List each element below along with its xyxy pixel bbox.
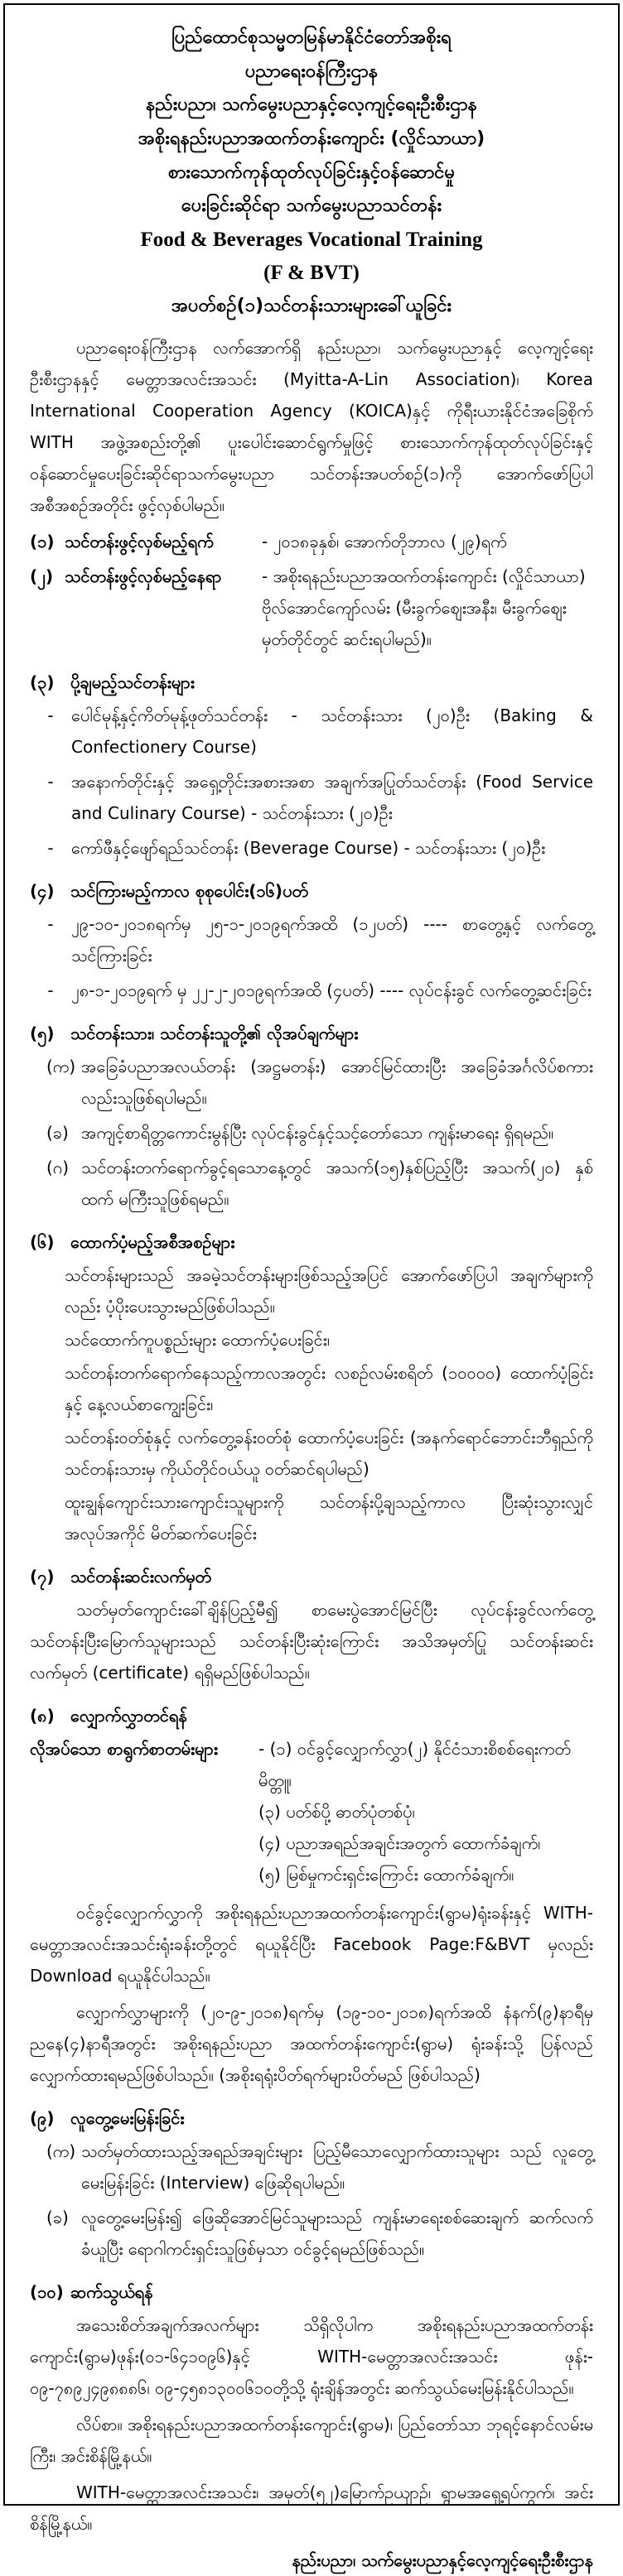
section-title: သင်ကြားမည့်ကာလ စုစုပေါင်း(၁၆)ပတ်: [70, 880, 308, 901]
header-line: ပြည်ထောင်စုသမ္မတမြန်မာနိုင်ငံတော်အစိုးရ: [171, 27, 452, 48]
list-marker: -: [47, 913, 54, 934]
support-paragraph: သင်ထောက်ကူပစ္စည်းများ ထောက်ပံ့ပေးခြင်း၊: [65, 1329, 330, 1350]
document-item: (၅) မြစ်မှုကင်းရှင်းကြောင်း ထောက်ခံချက်။: [258, 1864, 514, 1885]
document-item: (၄) ပညာအရည်အချင်းအတွက် ထောက်ခံချက်၊: [258, 1832, 541, 1853]
issuing-department: နည်းပညာ၊ သက်မွေးပညာနှင့်လေ့ကျင့်ရေးဦးစီးဌာန: [292, 2550, 593, 2570]
item-number: (၁): [30, 531, 55, 551]
header: [30, 22, 593, 324]
section-number: (၉): [30, 2107, 55, 2128]
header-line: ပေးခြင်းဆိုင်ရာ သက်မွေးပညာသင်တန်း: [181, 195, 442, 217]
announcement-page: [3, 3, 620, 2570]
section-number: (၅): [30, 1023, 55, 1043]
support-section: [30, 1226, 593, 1549]
section-number: (၃): [30, 672, 55, 692]
list-marker: -: [47, 771, 54, 792]
support-paragraph: သင်တန်းများသည် အခမဲ့သင်တန်းများဖြစ်သည့်အပြင် အောက်ဖော်ပြပါ အချက်များကိုလည်း ပံ့ပိုးပေးသွားမည်ဖြစ်ပါသည်။: [65, 1264, 593, 1317]
course-item: [30, 832, 593, 864]
course-item: [30, 700, 593, 763]
english-title: Food & Beverages Vocational Training: [140, 229, 483, 252]
course-item: [30, 766, 593, 829]
section-title: သင်တန်းသား၊ သင်တန်းသူတို့၏ လိုအပ်ချက်များ: [70, 1023, 359, 1043]
requirements-section: [30, 1018, 593, 1215]
section-title: လူတွေ့မေးမြန်းခြင်း: [70, 2107, 185, 2128]
documents-label: လိုအပ်သော စာရွက်စာတမ်းများ: [30, 1738, 218, 1759]
interview-item: [30, 2202, 593, 2265]
list-marker: (ခ): [46, 2207, 69, 2227]
application-period-text: လျှောက်လွှာများကို (၂၀-၉-၂၀၁၈)ရက်မှ (၁၉-၁၀-၂၀၁၈)ရက်အထိ နံနက်(၉)နာရီမှ ညနေ(၄)နာရီအတွင်း အစိုးရနည်းပညာ အထက်တန်းကျောင်း(ရွာမ) ရုံးခန်းသို့ ပြန်လည်လျှောက်ထားရမည်ဖြစ်ပါသည်။ (အစိုးရရုံးပိတ်ရက်များပိတ်မည် ဖြစ်ပါသည်): [30, 2001, 593, 2085]
requirement-text: အခြေခံပညာအလယ်တန်း (အဋ္ဌမတန်း) အောင်မြင်ထားပြီး အခြေခံအင်္ဂလိပ်စကားလည်းသူဖြစ်ရပါမည်။: [81, 1056, 593, 1108]
contact-section: [30, 2276, 593, 2540]
application-form-text: ဝင်ခွင့်လျှောက်လွှာကို အစိုးရနည်းပညာအထက်တန်းကျောင်း(ရွာမ)ရုံးခန်းနှင့် WITH-မေတ္တာအလင်းအသင်းရုံးခန်းတို့တွင် ရယူနိုင်ပြီး Facebook Page:F&BVT မှလည်း Download ရယူနိုင်ပါသည်။: [30, 1902, 593, 1986]
section-title: ပို့ချမည့်သင်တန်းများ: [70, 672, 195, 692]
item-value: - ၂၀၁၈ခုနှစ်၊ အောက်တိုဘာလ (၂၉)ရက်: [262, 531, 507, 551]
section-number: (၈): [30, 1705, 55, 1726]
school-address: လိပ်စာ။ အစိုးရနည်းပညာအထက်တန်းကျောင်း(ရွာမ)၊ ပြည်တော်သာ ဘုရင့်နောင်လမ်းမကြီး၊ အင်းစိန်မြို့နယ်။: [30, 2414, 593, 2466]
interview-text: သတ်မှတ်ထားသည့်အရည်အချင်းများ ပြည့်မီသောလျှောက်ထားသူများ သည် လူတွေ့မေးမြန်းခြင်း (Interview) ဖြေဆိုရပါမည်။: [81, 2140, 593, 2193]
contact-phones: အသေးစိတ်အချက်အလက်များ သိရှိလိုပါက အစိုးရနည်းပညာအထက်တန်း ကျောင်း(ရွာမ)ဖုန်း(၀၁-၆၄၁၀၉၆)နှင့် WITH-မေတ္တာအလင်းအသင်း ဖုန်း- ၀၉-၇၈၉၂၄၉၈၈၈၆၊ ၀၉-၄၅၈၁၃၀၀၆၁၀တို့သို့ ရုံးချိန်အတွင်း ဆက်သွယ်မေးမြန်းနိုင်ပါသည်။: [30, 2314, 593, 2398]
section-title: သင်တန်းဆင်းလက်မှတ်: [70, 1566, 212, 1587]
section-number: (၇): [30, 1566, 55, 1587]
support-paragraph: ထူးချွန်ကျောင်းသားကျောင်းသူများကို သင်တန်းပို့ချသည့်ကာလ ပြီးဆုံးသွားလျှင် အလုပ်အကိုင် မိတ်ဆက်ပေးခြင်း: [65, 1491, 593, 1543]
association-address: WITH-မေတ္တာအလင်းအသင်း၊ အမှတ်(၅၂)မြောက်ဥယျာဉ်၊ ရွာမအရှေ့ရပ်ကွက်၊ အင်းစိန်မြို့နယ်။: [30, 2482, 593, 2534]
course-text: ကော်ဖီနှင့်ဖျော်ရည်သင်တန်း (Beverage Course) - သင်တန်းသား (၂၀)ဦး: [71, 837, 546, 858]
item-number: (၂): [30, 566, 54, 586]
interview-section: [30, 2102, 593, 2265]
support-paragraph: သင်တန်းဝတ်စုံနှင့် လက်တွေ့ခန်းဝတ်စုံ ထောက်ပံ့ပေးခြင်း (အနက်ရောင်ဘောင်းဘီရှည်ကို သင်တန်းသားမှ ကိုယ်တိုင်ဝယ်ယူ ဝတ်ဆင်ရပါမည်): [65, 1427, 593, 1479]
requirement-item: [30, 1152, 593, 1215]
list-marker: (က): [46, 1056, 76, 1076]
section-number: (၆): [30, 1231, 55, 1252]
header-line: အစိုးရနည်းပညာအထက်တန်းကျောင်း (လှိုင်သာယာ): [138, 128, 485, 150]
section-number: (၁၀): [30, 2281, 64, 2302]
section-title: ဆက်သွယ်ရန်: [70, 2281, 153, 2302]
duration-item: [30, 975, 593, 1006]
required-documents: [30, 1733, 593, 1890]
interview-text: လူတွေ့မေးမြန်း၍ ဖြေဆိုအောင်မြင်သူများသည် ကျန်းမာရေးစစ်ဆေးချက် ဆက်လက်ခံယူပြီး ရောဂါကင်းရှင်းသူဖြစ်မှသာ ဝင်ခွင့်ရမည်ဖြစ်သည်။: [81, 2207, 593, 2259]
requirement-item: [30, 1117, 593, 1148]
requirement-text: အကျင့်စာရိတ္တကောင်းမွန်ပြီး လုပ်ငန်းခွင်နှင့်သင့်တော်သော ကျန်းမာရေး ရှိရမည်။: [81, 1122, 554, 1143]
list-marker: (က): [46, 2140, 76, 2161]
interview-item: [30, 2135, 593, 2198]
header-line: စားသောက်ကုန်ထုတ်လုပ်ခြင်းနှင့်ဝန်ဆောင်မှု: [167, 161, 456, 183]
section-title: ထောက်ပံ့မည့်အစီအစဉ်များ: [70, 1231, 235, 1252]
announcement-title: အပတ်စဉ်(၁)သင်တန်းသားများခေါ်ယူခြင်း: [171, 296, 452, 317]
venue-row: [30, 561, 593, 655]
application-section: [30, 1700, 593, 2091]
header-line: ပညာရေးဝန်ကြီးဌာန: [244, 60, 379, 82]
duration-text: ၂၉-၁၀-၂၀၁၈ရက်မှ ၂၅-၁-၂၀၁၉ရက်အထိ (၁၂ပတ်) ---- စာတွေ့နှင့် လက်တွေ့ သင်ကြားခြင်း: [71, 913, 593, 965]
list-marker: -: [47, 837, 54, 858]
duration-text: ၂၈-၁-၂၀၁၉ရက် မှ ၂၂-၂-၂၀၁၉ရက်အထိ (၄ပတ်) ---- လုပ်ငန်းခွင် လက်တွေ့ဆင်းခြင်း: [71, 980, 592, 1000]
section-number: (၄): [30, 880, 55, 901]
duration-section: [30, 875, 593, 1006]
item-value: - အစိုးရနည်းပညာအထက်တန်းကျောင်း (လှိုင်သာယာ) ဗိုလ်အောင်ကျော်လမ်း (မီးခွက်စျေးအနီး၊ မီးခွက်စျေးမှတ်တိုင်တွင် ဆင်းရပါမည်)။: [262, 566, 586, 649]
list-marker: (ဂ): [46, 1157, 70, 1177]
item-label: သင်တန်းဖွင့်လှစ်မည့်နေရာ: [65, 566, 222, 586]
list-marker: -: [47, 980, 54, 1000]
opening-date-row: [30, 526, 593, 557]
list-marker: (ခ): [46, 1122, 69, 1143]
list-marker: -: [47, 705, 54, 725]
header-line: နည်းပညာ၊ သက်မွေးပညာနှင့်လေ့ကျင့်ရေးဦးစီးဌာန: [146, 94, 477, 116]
document-item: (၃) ပတ်စ်ပို့ ဓာတ်ပုံတစ်ပုံ၊: [258, 1801, 415, 1822]
support-paragraph: သင်တန်းတက်ရောက်နေသည့်ကာလအတွင်း လစဉ်လမ်းစရိတ် (၁၀၀၀၀) ထောက်ပံ့ခြင်းနှင့် နေ့လယ်စာကျွေးခြင်း၊: [65, 1362, 593, 1414]
course-text: အနောက်တိုင်းနှင့် အရှေ့တိုင်းအစားအစာ အချက်အပြုတ်သင်တန်း (Food Service and Culinary Course) - သင်တန်းသား (၂၀)ဦး: [71, 771, 593, 823]
certificate-section: [30, 1561, 593, 1688]
certificate-text: သတ်မှတ်ကျောင်းခေါ်ချိန်ပြည့်မီ၍ စာမေးပွဲအောင်မြင်ပြီး လုပ်ငန်းခွင်လက်တွေ့ သင်တန်းပြီးမြောက်သူများသည် သင်တန်းပြီးဆုံးကြောင်း အသိအမှတ်ပြု သင်တန်းဆင်း လက်မှတ် (certificate) ရရှိမည်ဖြစ်ပါသည်။: [30, 1599, 593, 1683]
duration-item: [30, 908, 593, 971]
intro-paragraph: ပညာရေးဝန်ကြီးဌာန လက်အောက်ရှိ နည်းပညာ၊ သက်မွေးပညာနှင့် လေ့ကျင့်ရေးဦးစီးဌာနနှင့် မေတ္တာအလင်းအသင်း (Myitta-A-Lin Association)၊ Korea International Cooperation Agency (KOICA)နှင့် ကိုရီးယားနိုင်ငံအခြေစိုက် WITH အဖွဲ့အစည်းတို့၏ ပူးပေါင်းဆောင်ရွက်မှုဖြင့် စားသောက်ကုန်ထုတ်လုပ်ခြင်းနှင့် ဝန်ဆောင်မှုပေးခြင်းဆိုင်ရာသက်မွေးပညာ သင်တန်းအပတ်စဉ်(၁)ကို အောက်ဖော်ပြပါ အစီအစဉ်အတိုင်း ဖွင့်လှစ်ပါမည်။: [30, 337, 593, 515]
course-text: ပေါင်မုန့်နှင့်ကိတ်မုန့်ဖုတ်သင်တန်း - သင်တန်းသား (၂၀)ဦး (Baking & Confectionery Course): [71, 705, 593, 757]
document-item: - (၁) ဝင်ခွင့်လျှောက်လွှာ(၂) နိုင်ငံသားစိစစ်ရေးကတ်မိတ္တူ၊: [258, 1738, 571, 1790]
requirement-text: သင်တန်းတက်ရောက်ခွင့်ရသောနေ့တွင် အသက်(၁၅)နှစ်ပြည့်ပြီး အသက်(၂၀) နှစ်ထက် မကြီးသူဖြစ်ရမည်။: [81, 1157, 593, 1209]
section-title: လျှောက်လွှာတင်ရန်: [70, 1705, 187, 1726]
english-abbreviation: (F & BVT): [263, 262, 360, 285]
requirement-item: [30, 1051, 593, 1114]
item-label: သင်တန်းဖွင့်လှစ်မည့်ရက်: [65, 531, 214, 551]
courses-section: [30, 667, 593, 864]
